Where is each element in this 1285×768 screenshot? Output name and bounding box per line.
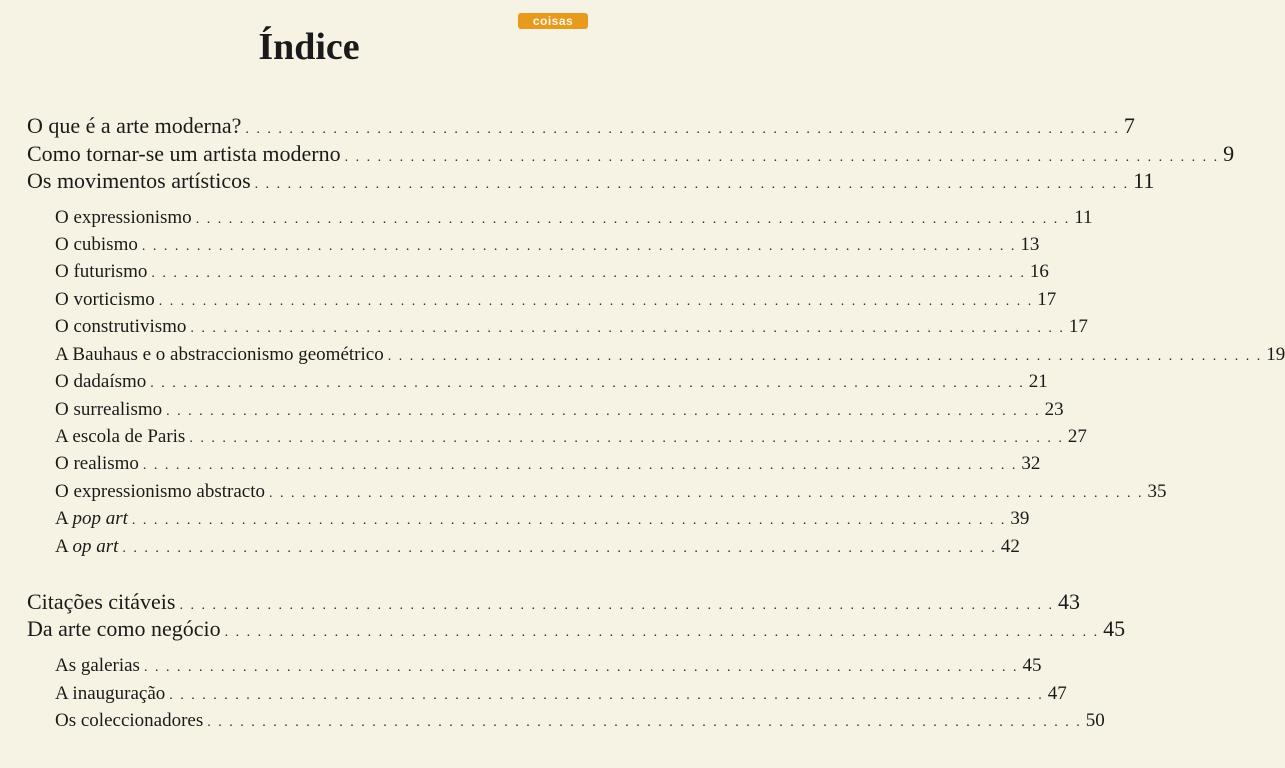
toc-entry-title-italic: op art — [72, 536, 119, 557]
toc-entry-title: Citações citáveis — [27, 589, 176, 614]
toc-entry-title: A escola de Paris — [55, 426, 186, 447]
dot-leader: . . . . . . . . . . . . . . . . . . . . . . . . . . . . . . . . . . . . . . . . . . . . . . . . . . . . . . . . . . . . . . . . . . . . . . . . . . . . . . . . — [344, 150, 1220, 165]
dot-leader: . . . . . . . . . . . . . . . . . . . . . . . . . . . . . . . . . . . . . . . . . . . . . . . . . . . . . . . . . . . . . . . . . . . . . . . . . . . . . . . . — [166, 404, 1041, 419]
toc-entry — [55, 314, 1088, 342]
dot-leader: . . . . . . . . . . . . . . . . . . . . . . . . . . . . . . . . . . . . . . . . . . . . . . . . . . . . . . . . . . . . . . . . . . . . . . . . . . . . . . . . — [207, 715, 1082, 730]
toc-entry-title: O expressionismo — [55, 207, 192, 228]
dot-leader: . . . . . . . . . . . . . . . . . . . . . . . . . . . . . . . . . . . . . . . . . . . . . . . . . . . . . . . . . . . . . . . . . . . . . . . . . . . . . . . . — [190, 321, 1065, 336]
toc-page-number: 23 — [1044, 399, 1064, 420]
toc-entry-title: O construtivismo — [55, 316, 187, 337]
toc-entry-title: Da arte como negócio — [27, 616, 221, 641]
toc-entry-title — [55, 506, 128, 532]
dot-leader: . . . . . . . . . . . . . . . . . . . . . . . . . . . . . . . . . . . . . . . . . . . . . . . . . . . . . . . . . . . . . . . . . . . . . . . . . . . . . . . . — [195, 212, 1071, 227]
toc-page-number: 19 — [1266, 344, 1285, 365]
toc-page-number: 11 — [1133, 168, 1155, 193]
dot-leader: . . . . . . . . . . . . . . . . . . . . . . . . . . . . . . . . . . . . . . . . . . . . . . . . . . . . . . . . . . . . . . . . . . . . . . . . . . . . . . . . — [143, 660, 1019, 675]
toc-entry-title: O vorticismo — [55, 289, 155, 310]
dot-leader: . . . . . . . . . . . . . . . . . . . . . . . . . . . . . . . . . . . . . . . . . . . . . . . . . . . . . . . . . . . . . . . . . . . . . . . . . . . . . . . . — [122, 541, 997, 556]
dot-leader: . . . . . . . . . . . . . . . . . . . . . . . . . . . . . . . . . . . . . . . . . . . . . . . . . . . . . . . . . . . . . . . . . . . . . . . . . . . . . . . . — [151, 266, 1026, 281]
dot-leader: . . . . . . . . . . . . . . . . . . . . . . . . . . . . . . . . . . . . . . . . . . . . . . . . . . . . . . . . . . . . . . . . . . . . . . . . . . . . . . . . — [169, 688, 1044, 703]
dot-leader: . . . . . . . . . . . . . . . . . . . . . . . . . . . . . . . . . . . . . . . . . . . . . . . . . . . . . . . . . . . . . . . . . . . . . . . . . . . . . . . . — [269, 486, 1144, 501]
toc-page-number: 7 — [1123, 113, 1135, 138]
toc-entry — [55, 506, 1030, 534]
toc-entry-title: O surrealismo — [55, 399, 163, 420]
toc-entry — [55, 369, 1048, 397]
toc-page-number: 32 — [1021, 453, 1041, 474]
toc-entry — [27, 615, 1126, 647]
toc-page-number: 45 — [1103, 616, 1126, 641]
toc-entry-title: O cubismo — [55, 234, 138, 255]
toc-entry — [55, 232, 1040, 260]
toc-entry-title: O dadaísmo — [55, 371, 147, 392]
dot-leader: . . . . . . . . . . . . . . . . . . . . . . . . . . . . . . . . . . . . . . . . . . . . . . . . . . . . . . . . . . . . . . . . . . . . . . . . . . . . . . . . — [245, 122, 1120, 137]
toc-page-number: 13 — [1020, 234, 1040, 255]
dot-leader: . . . . . . . . . . . . . . . . . . . . . . . . . . . . . . . . . . . . . . . . . . . . . . . . . . . . . . . . . . . . . . . . . . . . . . . . . . . . . . . . — [387, 349, 1263, 364]
toc-page-number: 9 — [1223, 141, 1235, 166]
toc-entry — [55, 708, 1105, 736]
toc-page-number: 45 — [1022, 655, 1042, 676]
toc-entry — [27, 167, 1155, 199]
toc-entry-title: Como tornar-se um artista moderno — [27, 141, 341, 166]
toc-entry — [55, 259, 1049, 287]
dot-leader: . . . . . . . . . . . . . . . . . . . . . . . . . . . . . . . . . . . . . . . . . . . . . . . . . . . . . . . . . . . . . . . . . . . . . . . . . . . . . . . . — [179, 598, 1054, 613]
toc-entry-title: A Bauhaus e o abstraccionismo geométrico — [55, 344, 384, 365]
toc-entry-title: Os coleccionadores — [55, 710, 204, 731]
dot-leader: . . . . . . . . . . . . . . . . . . . . . . . . . . . . . . . . . . . . . . . . . . . . . . . . . . . . . . . . . . . . . . . . . . . . . . . . . . . . . . . . — [141, 239, 1017, 254]
coisas-watermark: coisas — [518, 13, 588, 29]
toc-entry-title-prefix: A — [55, 508, 73, 529]
dot-leader: . . . . . . . . . . . . . . . . . . . . . . . . . . . . . . . . . . . . . . . . . . . . . . . . . . . . . . . . . . . . . . . . . . . . . . . . . . . . . . . . — [131, 513, 1007, 528]
toc-page-number: 39 — [1010, 508, 1030, 529]
toc-entry-title: O futurismo — [55, 261, 148, 282]
toc-entry-title: As galerias — [55, 655, 140, 676]
toc-entry-title: O expressionismo abstracto — [55, 481, 266, 502]
dot-leader: . . . . . . . . . . . . . . . . . . . . . . . . . . . . . . . . . . . . . . . . . . . . . . . . . . . . . . . . . . . . . . . . . . . . . . . . . . . . . . . . — [254, 177, 1130, 192]
toc-entry-title: A inauguração — [55, 683, 166, 704]
toc-page-number: 11 — [1074, 207, 1093, 228]
toc-entry-title-italic: pop art — [72, 508, 128, 529]
toc-entry-title: O realismo — [55, 453, 139, 474]
page-title: Índice — [258, 26, 360, 68]
toc-entry-title-prefix: A — [55, 536, 73, 557]
toc-page-number: 27 — [1067, 426, 1087, 447]
dot-leader: . . . . . . . . . . . . . . . . . . . . . . . . . . . . . . . . . . . . . . . . . . . . . . . . . . . . . . . . . . . . . . . . . . . . . . . . . . . . . . . . — [142, 458, 1018, 473]
toc-entry — [55, 424, 1087, 452]
toc-entry — [55, 479, 1167, 507]
toc-entry-title — [55, 534, 118, 560]
toc-page-number: 43 — [1057, 589, 1080, 614]
toc-page-number: 35 — [1147, 481, 1167, 502]
toc-page-number: 21 — [1028, 371, 1048, 392]
toc-page-number: 50 — [1085, 710, 1105, 731]
dot-leader: . . . . . . . . . . . . . . . . . . . . . . . . . . . . . . . . . . . . . . . . . . . . . . . . . . . . . . . . . . . . . . . . . . . . . . . . . . . . . . . . — [189, 431, 1064, 446]
dot-leader: . . . . . . . . . . . . . . . . . . . . . . . . . . . . . . . . . . . . . . . . . . . . . . . . . . . . . . . . . . . . . . . . . . . . . . . . . . . . . . . . — [158, 294, 1034, 309]
toc-entry — [55, 451, 1041, 479]
toc-entry — [55, 287, 1057, 315]
toc-page-number: 47 — [1047, 683, 1067, 704]
toc-entry — [55, 342, 1285, 370]
dot-leader: . . . . . . . . . . . . . . . . . . . . . . . . . . . . . . . . . . . . . . . . . . . . . . . . . . . . . . . . . . . . . . . . . . . . . . . . . . . . . . . . — [224, 625, 1100, 640]
toc-entry-title: O que é a arte moderna? — [27, 113, 242, 138]
toc-entry — [55, 534, 1020, 562]
toc-entry — [55, 653, 1042, 681]
toc-page-number: 16 — [1029, 261, 1049, 282]
dot-leader: . . . . . . . . . . . . . . . . . . . . . . . . . . . . . . . . . . . . . . . . . . . . . . . . . . . . . . . . . . . . . . . . . . . . . . . . . . . . . . . . — [150, 376, 1025, 391]
toc-page-number: 42 — [1000, 536, 1020, 557]
toc-page-number: 17 — [1068, 316, 1088, 337]
toc-entry-title: Os movimentos artísticos — [27, 168, 251, 193]
toc-page-number: 17 — [1037, 289, 1057, 310]
toc-entry — [55, 681, 1067, 709]
toc-entry — [55, 205, 1093, 233]
toc-entry — [55, 397, 1064, 425]
